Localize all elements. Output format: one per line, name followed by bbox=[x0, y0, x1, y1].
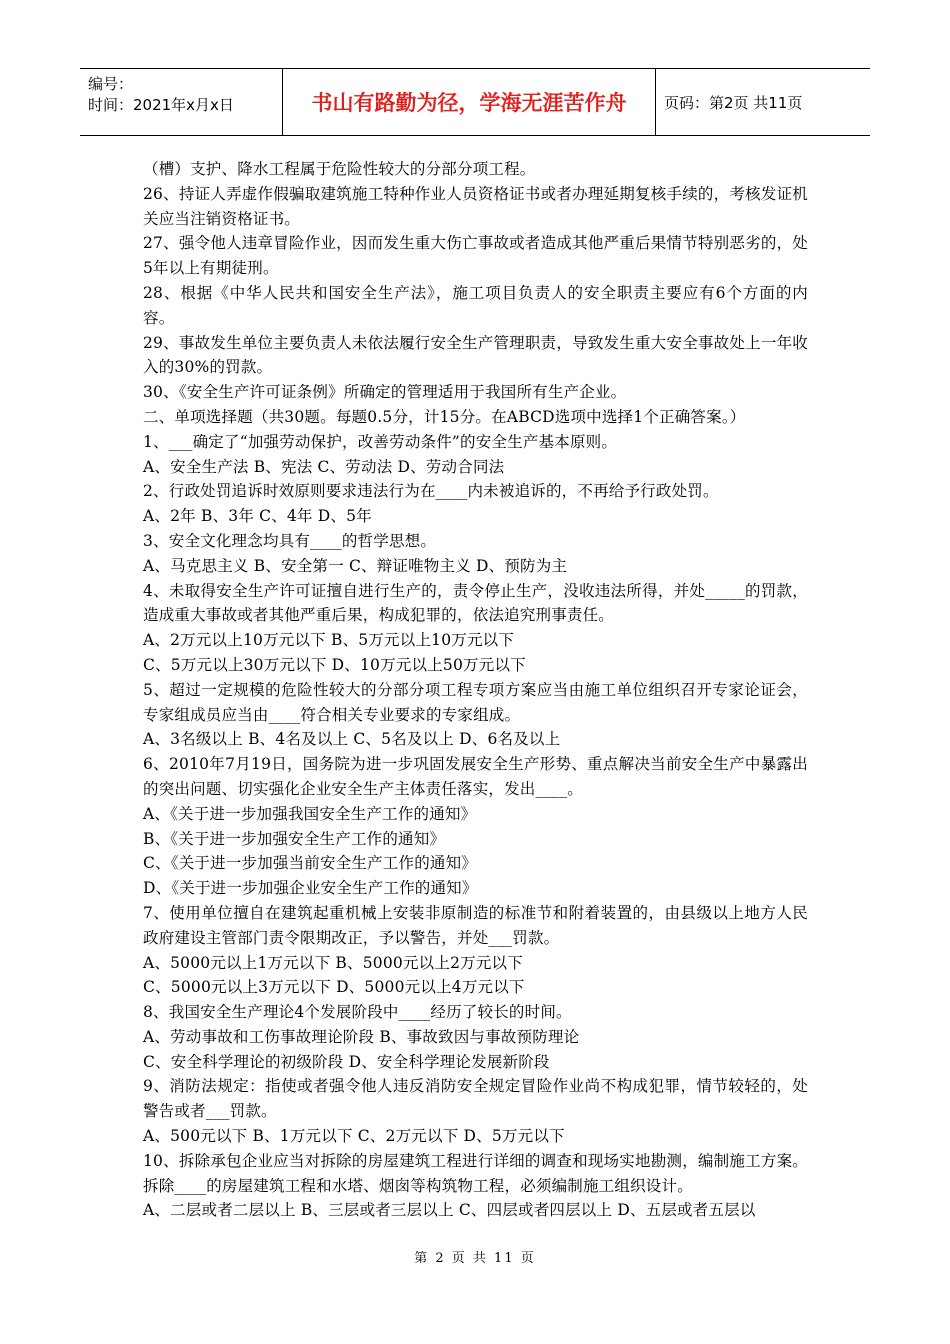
text-line: 28、根据《中华人民共和国安全生产法》，施工项目负责人的安全职责主要应有6个方面的内容。 bbox=[143, 283, 808, 327]
question-line: 1、___确定了“加强劳动保护，改善劳动条件”的安全生产基本原则。 bbox=[143, 432, 618, 451]
question-line: 6、2010年7月19日，国务院为进一步巩固发展安全生产形势、重点解决当前安全生产中暴露出的突出问题、切实强化企业安全生产主体责任落实，发出____。 bbox=[143, 755, 808, 798]
question-line: 9、消防法规定：指使或者强令他人违反消防安全规定冒险作业尚不构成犯罪，情节较轻的，处警告或者___罚款。 bbox=[143, 1077, 808, 1121]
question-line: 7、使用单位擅自在建筑起重机械上安装非原制造的标准节和附着装置的，由县级以上地方人民政府建设主管部门责令限期改正，予以警告，并处___罚款。 bbox=[143, 903, 808, 947]
question-line: 5、超过一定规模的危险性较大的分部分项工程专项方案应当由施工单位组织召开专家论证会，专家组成员应当由____符合相关专业要求的专家组成。 bbox=[143, 680, 808, 724]
question-line: 10、拆除承包企业应当对拆除的房屋建筑工程进行详细的调查和现场实地勘测，编制施工方案。拆除____的房屋建筑工程和水塔、烟囱等构筑物工程，必须编制施工组织设计。 bbox=[143, 1151, 808, 1195]
header-motto: 书山有路勤为径，学海无涯苦作舟 bbox=[282, 69, 656, 135]
text-line: 26、持证人弄虚作假骗取建筑施工特种作业人员资格证书或者办理延期复核手续的，考核发证机关应当注销资格证书。 bbox=[143, 184, 808, 228]
question-line: 8、我国安全生产理论4个发展阶段中____经历了较长的时间。 bbox=[143, 1003, 572, 1022]
options-line: A、马克思主义 B、安全第一 C、辩证唯物主义 D、预防为主 bbox=[143, 556, 568, 575]
options-line: A、2年 B、3年 C、4年 D、5年 bbox=[143, 507, 372, 526]
options-line: C、《关于进一步加强当前安全生产工作的通知》 bbox=[143, 854, 478, 873]
header-meta bbox=[80, 69, 282, 135]
options-line: C、安全科学理论的初级阶段 D、安全科学理论发展新阶段 bbox=[143, 1052, 550, 1071]
text-line: 27、强令他人违章冒险作业，因而发生重大伤亡事故或者造成其他严重后果情节特别恶劣的，处5年以上有期徒刑。 bbox=[143, 234, 808, 278]
options-line: C、5万元以上30万元以下 D、10万元以上50万元以下 bbox=[143, 655, 526, 674]
text-line: 29、事故发生单位主要负责人未依法履行安全生产管理职责，导致发生重大安全事故处上一年收入的30%的罚款。 bbox=[143, 333, 808, 377]
page-header bbox=[80, 68, 870, 136]
options-line: A、安全生产法 B、宪法 C、劳动法 D、劳动合同法 bbox=[143, 457, 505, 476]
text-line: （槽）支护、降水工程属于危险性较大的分部分项工程。 bbox=[143, 160, 536, 178]
document-body bbox=[143, 157, 808, 1223]
header-page-info: 页码：第2页 共11页 bbox=[664, 93, 803, 112]
section-heading: 二、单项选择题（共30题。每题0.5分，计15分。在ABCD选项中选择1个正确答案。） bbox=[143, 407, 746, 426]
options-line: A、《关于进一步加强我国安全生产工作的通知》 bbox=[143, 804, 477, 823]
options-line: C、5000元以上3万元以下 D、5000元以上4万元以下 bbox=[143, 978, 525, 997]
options-line: A、3名级以上 B、4名及以上 C、5名及以上 D、6名及以上 bbox=[143, 730, 561, 749]
options-line: A、二层或者二层以上 B、三层或者三层以上 C、四层或者四层以上 D、五层或者五层以 bbox=[143, 1201, 756, 1220]
options-line: A、5000元以上1万元以下 B、5000元以上2万元以下 bbox=[143, 953, 523, 972]
options-line: A、劳动事故和工伤事故理论阶段 B、事故致因与事故预防理论 bbox=[143, 1027, 580, 1046]
options-line: A、500元以下 B、1万元以下 C、2万元以下 D、5万元以下 bbox=[143, 1127, 565, 1146]
question-line: 2、行政处罚追诉时效原则要求违法行为在____内未被追诉的，不再给予行政处罚。 bbox=[143, 482, 719, 501]
doc-number-label: 编号： bbox=[88, 75, 134, 93]
options-line: B、《关于进一步加强安全生产工作的通知》 bbox=[143, 829, 446, 848]
question-line: 4、未取得安全生产许可证擅自进行生产的，责令停止生产，没收违法所得，并处_____的罚款，造成重大事故或者其他严重后果，构成犯罪的，依法追究刑事责任。 bbox=[143, 581, 808, 625]
page-footer: 第 2 页 共 11 页 bbox=[414, 1251, 536, 1266]
options-line: A、2万元以上10万元以下 B、5万元以上10万元以下 bbox=[143, 631, 515, 650]
date-text: 时间：2021年x月x日 bbox=[88, 96, 234, 114]
text-line: 30、《安全生产许可证条例》所确定的管理适用于我国所有生产企业。 bbox=[143, 383, 627, 402]
question-line: 3、安全文化理念均具有____的哲学思想。 bbox=[143, 531, 437, 550]
options-line: D、《关于进一步加强企业安全生产工作的通知》 bbox=[143, 879, 478, 898]
